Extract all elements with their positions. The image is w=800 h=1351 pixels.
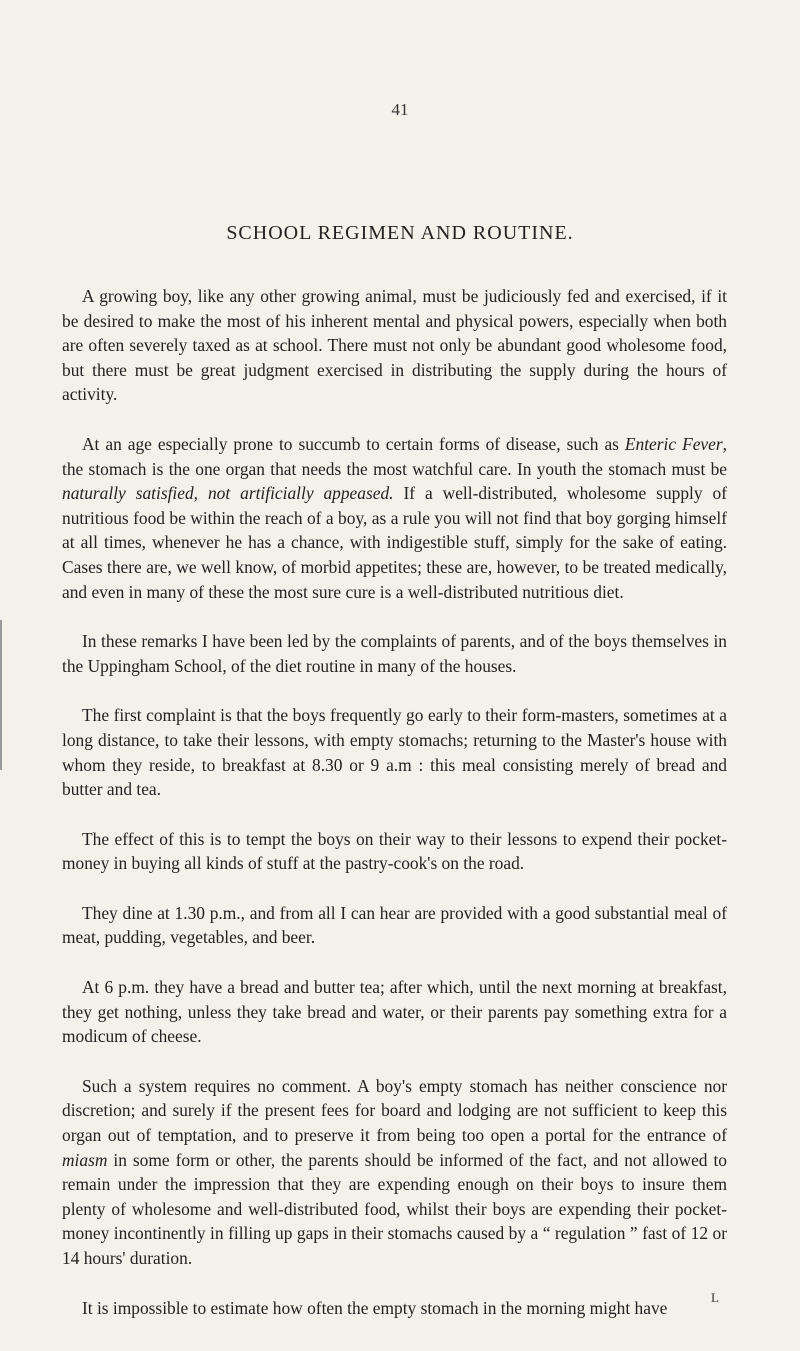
paragraph-8-text-a: Such a system requires no comment. A boy's empty stomach has neither conscience nor discretion; and surely if the present fees for board and lodging are not sufficient to keep this organ out of temptation, and to preserve it from being too open a portal for the entrance of bbox=[62, 1075, 727, 1146]
paragraph-8 bbox=[62, 1074, 727, 1271]
paragraph-2-italic-enteric: Enteric Fever bbox=[624, 433, 723, 454]
paragraph-5: The effect of this is to tempt the boys on their way to their lessons to expend their pocket-money in buying all kinds of stuff at the pastry-cook's on the road. bbox=[62, 828, 727, 874]
paragraph-8-italic-miasm: miasm bbox=[62, 1149, 108, 1170]
paragraph-2-text-c: , the stomach is the one organ that needs the most watchful care. In youth the stomach must be bbox=[62, 433, 727, 479]
paragraph-2-italic-satisfied: naturally satisfied, not artificially appeased. bbox=[62, 483, 394, 504]
paragraph-9: It is impossible to estimate how often the empty stomach in the morning might have bbox=[82, 1297, 668, 1318]
paragraph-2-text-a: At an age especially prone to succumb to certain forms of disease, such as bbox=[82, 433, 625, 454]
body-text bbox=[62, 284, 727, 1320]
page-edge-mark bbox=[0, 620, 2, 770]
paragraph-3: In these remarks I have been led by the complaints of parents, and of the boys themselves in the Uppingham School, of the diet routine in many of the houses. bbox=[62, 631, 727, 676]
paragraph-8-text-c: in some form or other, the parents should be informed of the fact, and not allowed to remain under the impression that they are expending enough on their boys to insure them plenty of wholesome and well-distributed food, whilst their boys are expending their pocket-money incontinently in filling up gaps in their stomachs caused by a “ regulation ” fast of 12 or 14 hours' duration. bbox=[62, 1149, 727, 1268]
paragraph-7: At 6 p.m. they have a bread and butter tea; after which, until the next morning at breakfast, they get nothing, unless they take bread and water, or their parents pay something extra for a modicum of cheese. bbox=[62, 977, 727, 1047]
paragraph-2-text-e: If a well-distributed, wholesome supply of nutritious food be within the reach of a boy, as a rule you will not find that boy gorging himself at all times, whenever he has a chance, with indigestible stuff, simply for the sake of eating. Cases there are, we well know, of morbid appetites; these are, however, to be treated medically, and even in many of these the most sure cure is a well-distributed nutritious diet. bbox=[62, 483, 727, 602]
paragraph-4: The first complaint is that the boys frequently go early to their form-masters, sometimes at a long distance, to take their lessons, with empty stomachs; returning to the Master's house with whom they reside, to breakfast at 8.30 or 9 a.m : this meal consisting merely of bread and butter and tea. bbox=[62, 705, 727, 800]
paragraph-1: A growing boy, like any other growing animal, must be judiciously fed and exercised, if it be desired to make the most of his inherent mental and physical powers, especially when both are often severely taxed as at school. There must not only be abundant good wholesome food, but there must be great judgment exercised in distributing the supply during the hours of activity. bbox=[62, 286, 727, 405]
paragraph-2 bbox=[62, 432, 727, 604]
paragraph-6: They dine at 1.30 p.m., and from all I can hear are provided with a good substantial meal of meat, pudding, vegetables, and beer. bbox=[62, 902, 727, 948]
signature-mark: L bbox=[711, 1290, 719, 1305]
page-number: 41 bbox=[391, 100, 409, 119]
page-title: SCHOOL REGIMEN AND ROUTINE. bbox=[226, 222, 574, 244]
